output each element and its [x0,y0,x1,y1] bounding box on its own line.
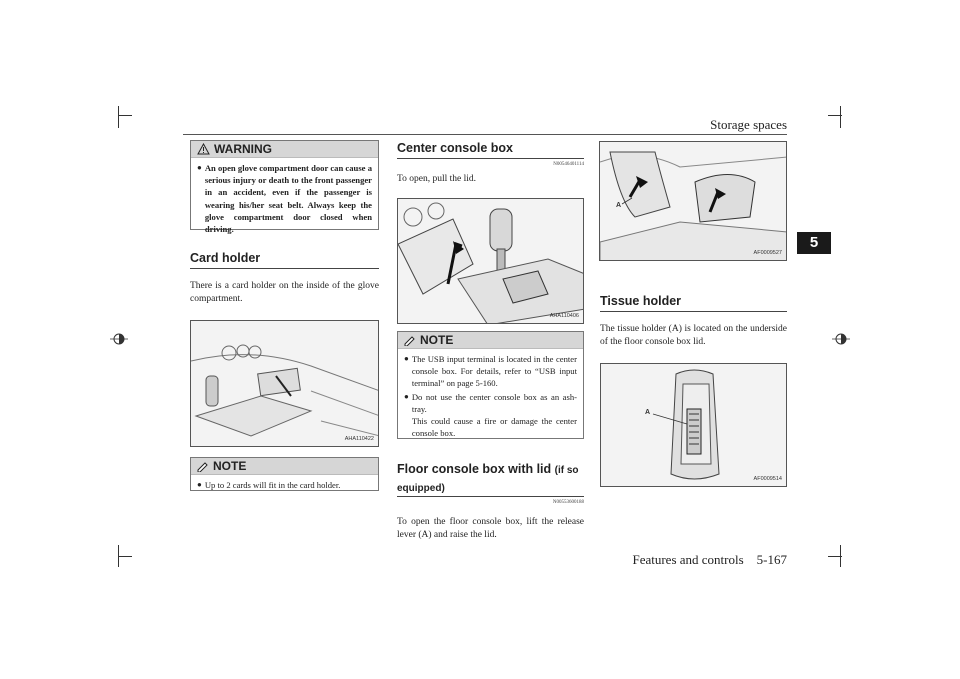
tissue-holder-figure [600,363,787,487]
note-box-center [397,331,584,439]
floor-console-illustration [600,142,787,261]
bullet-icon: ● [197,163,202,172]
note-heading: NOTE [213,458,247,473]
figure-code: AF0009527 [753,250,782,256]
section-rule [397,496,584,497]
center-console-illustration [398,199,584,324]
warning-text: An open glove compartment door can cause a serious injury or death to the front passenger in an accident, even if the passenger is wearing his/her seat belt. Always keep the glove compartment door closed when driving. [204,163,372,235]
note-box-card [190,457,379,491]
reference-code: N00546401114 [553,162,584,167]
warning-box-header [191,141,378,158]
section-rule [397,158,584,159]
header-rule [183,134,787,135]
floor-console-text: To open the floor console box, lift the release lever (A) and raise the lid. [397,517,584,540]
center-console-figure [397,198,584,324]
note-item-2: Do not use the center console box as an ash-tray. This could cause a fire or damage the center console box. [411,391,577,439]
floor-console-title-line2: equipped) [397,483,445,494]
registration-mark-left [110,330,128,348]
card-holder-title: Card holder [190,251,261,265]
tissue-holder-title: Tissue holder [600,294,682,308]
figure-code: AF0009514 [753,476,782,482]
callout-a: A [645,409,651,416]
callout-a: A [616,202,622,209]
bullet-icon: ● [197,480,202,489]
center-console-text: To open, pull the lid. [397,174,477,184]
warning-triangle-icon [197,143,210,155]
note-box-header [191,458,378,475]
figure-code: AHA110422 [344,436,374,442]
note-heading: NOTE [420,332,454,347]
crop-mark [840,106,841,128]
note-item-1: The USB input terminal is located in the center console box. For details, refer to “USB input terminal” on page 5-160. [411,354,577,389]
figure-code: AHA110406 [549,313,579,319]
crop-mark [118,115,132,116]
note-pencil-icon [197,461,209,472]
floor-console-figure [599,141,787,261]
crop-mark [828,556,842,557]
floor-console-title-main: Floor console box with lid [397,462,552,476]
note-pencil-icon [404,335,416,346]
tissue-holder-illustration [601,364,787,487]
bullet-icon: ● [404,391,409,401]
warning-heading: WARNING [214,141,272,156]
chapter-tab: 5 [797,232,831,254]
crop-mark [828,115,842,116]
floor-console-title [397,461,584,497]
page-header-title: Storage spaces [710,117,787,132]
warning-box [190,140,379,235]
glove-compartment-illustration [191,321,379,447]
tissue-holder-text: The tissue holder (A) is located on the underside of the floor console box lid. [600,324,787,347]
crop-mark [118,106,119,128]
crop-mark [118,556,132,557]
center-console-title: Center console box [397,141,513,155]
bullet-icon: ● [404,354,409,363]
note-text: Up to 2 cards will fit in the card holder. [204,480,341,490]
floor-console-title-suffix: (if so [554,465,579,476]
card-holder-text: There is a card holder on the inside of the glove compartment. [190,281,379,304]
section-rule [600,311,787,312]
registration-mark-right [832,330,850,348]
reference-code: N00553600188 [552,500,584,505]
page-footer: Features and controls 5-167 [632,552,787,567]
card-holder-figure [190,320,379,447]
section-rule [190,268,379,269]
note-box-header [398,332,583,349]
